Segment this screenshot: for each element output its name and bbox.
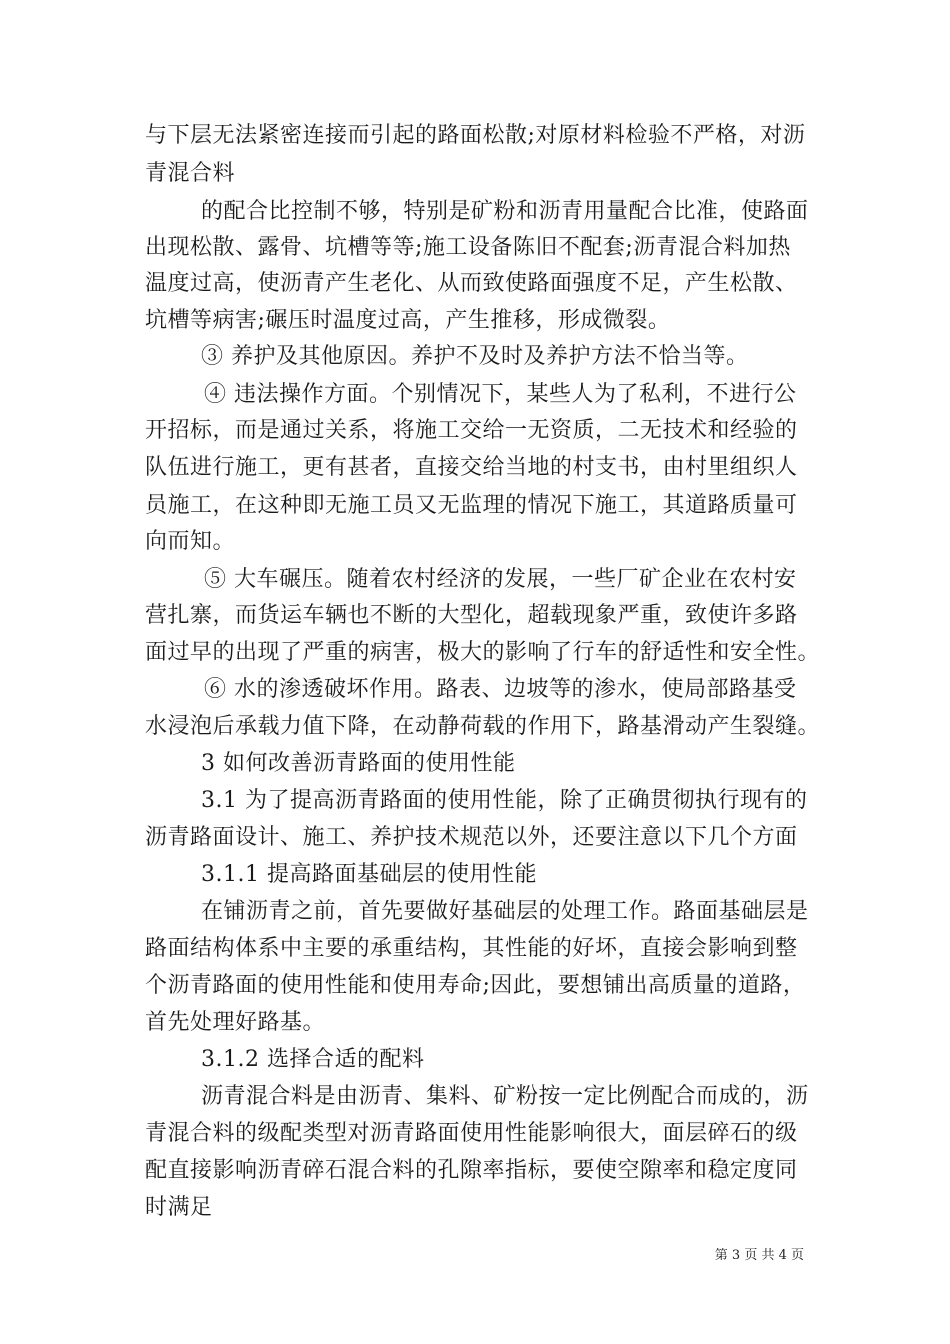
text-line: 路面结构体系中主要的承重结构，其性能的好坏，直接会影响到整: [145, 936, 798, 961]
text-line: 面过早的出现了严重的病害，极大的影响了行车的舒适性和安全性。: [145, 640, 821, 665]
text-line: 的配合比控制不够，特别是矿粉和沥青用量配合比准，使路面: [201, 199, 809, 224]
text-line: 与下层无法紧密连接而引起的路面松散;对原材料检验不严格，对沥: [145, 123, 806, 148]
text-line: 青混合料: [145, 161, 236, 186]
text-line: 个沥青路面的使用性能和使用寿命;因此，要想铺出高质量的道路，: [145, 973, 806, 998]
subsection-heading: 3.1.2 选择合适的配料: [201, 1047, 425, 1072]
text-line: 开招标，而是通过关系，将施工交给一无资质，二无技术和经验的: [145, 418, 798, 443]
text-line: 队伍进行施工，更有甚者，直接交给当地的村支书，由村里组织人: [145, 455, 798, 480]
text-line: 员施工，在这种即无施工员又无监理的情况下施工，其道路质量可: [145, 493, 798, 518]
text-line: 青混合料的级配类型对沥青路面使用性能影响很大，面层碎石的级: [145, 1121, 798, 1146]
text-line: 向而知。: [145, 529, 236, 554]
text-line: 3.1 为了提高沥青路面的使用性能，除了正确贯彻执行现有的: [201, 788, 808, 813]
text-line: 坑槽等病害;碾压时温度过高，产生推移，形成微裂。: [145, 308, 671, 333]
text-line: ⑤ 大车碾压。随着农村经济的发展，一些厂矿企业在农村安: [204, 567, 797, 592]
text-line: 水浸泡后承载力值下降，在动静荷载的作用下，路基滑动产生裂缝。: [145, 714, 821, 739]
text-line: 沥青混合料是由沥青、集料、矿粉按一定比例配合而成的，沥: [201, 1084, 809, 1109]
text-line: ⑥ 水的渗透破坏作用。路表、边坡等的渗水，使局部路基受: [204, 677, 797, 702]
text-line: 营扎寨，而货运车辆也不断的大型化，超载现象严重，致使许多路: [145, 603, 798, 628]
text-line: 温度过高，使沥青产生老化、从而致使路面强度不足，产生松散、: [145, 271, 798, 296]
section-heading: 3 如何改善沥青路面的使用性能: [201, 751, 516, 776]
text-line: 沥青路面设计、施工、养护技术规范以外，还要注意以下几个方面: [145, 825, 798, 850]
text-line: 时满足: [145, 1195, 213, 1220]
subsection-heading: 3.1.1 提高路面基础层的使用性能: [201, 862, 537, 887]
text-line: 出现松散、露骨、坑槽等等;施工设备陈旧不配套;沥青混合料加热: [145, 235, 791, 260]
page-number: 第 3 页 共 4 页: [714, 1248, 804, 1263]
text-line: ③ 养护及其他原因。养护不及时及养护方法不恰当等。: [201, 344, 749, 369]
text-line: 配直接影响沥青碎石混合料的孔隙率指标，要使空隙率和稳定度同: [145, 1158, 798, 1183]
text-line: 在铺沥青之前，首先要做好基础层的处理工作。路面基础层是: [201, 899, 809, 924]
text-line: ④ 违法操作方面。个别情况下，某些人为了私利，不进行公: [204, 382, 797, 407]
text-line: 首先处理好路基。: [145, 1010, 326, 1035]
